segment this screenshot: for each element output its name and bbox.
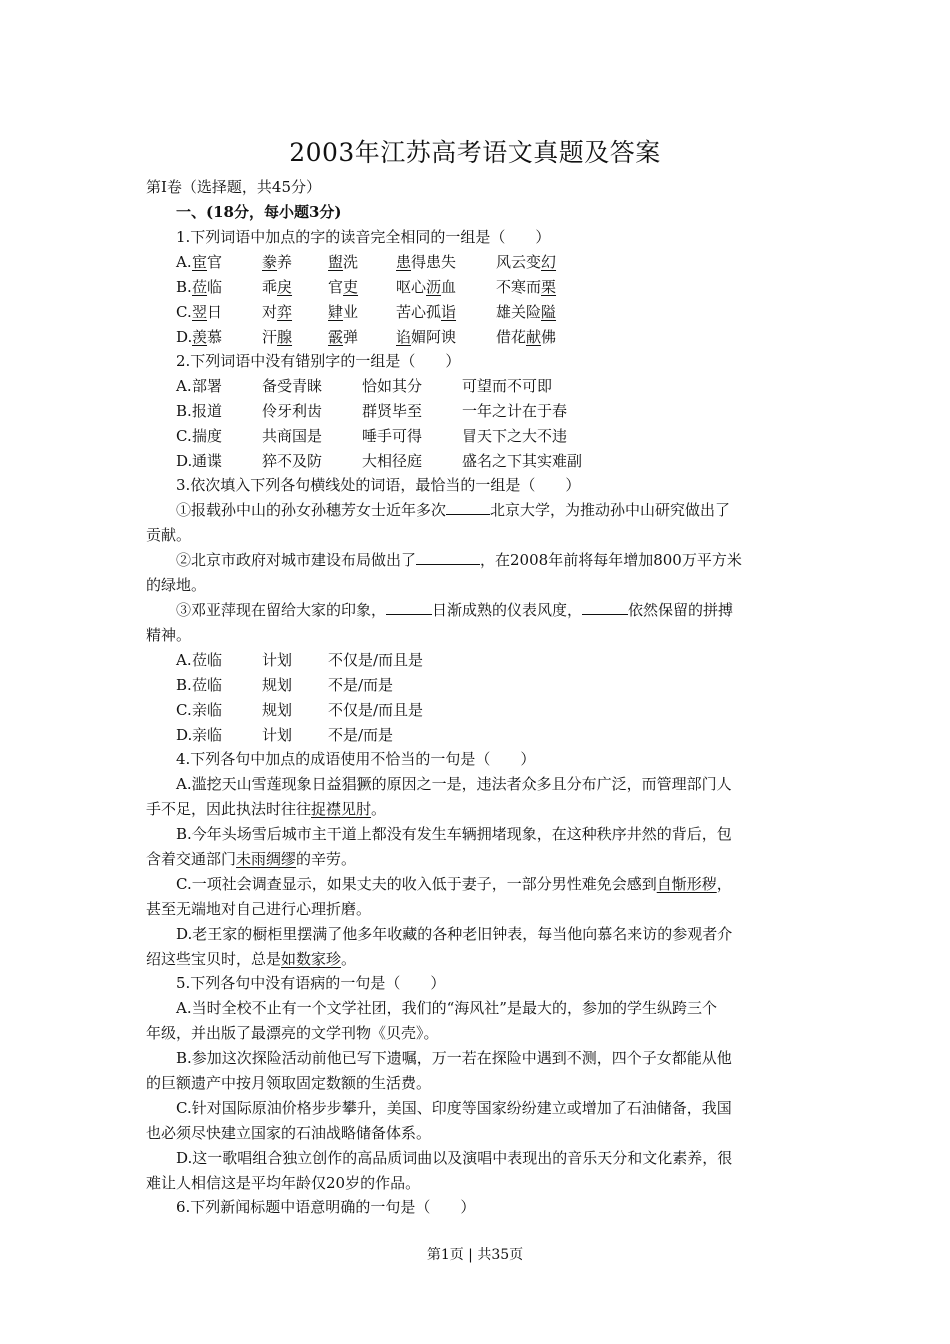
q4-option-a-line1: A.滥挖天山雪莲现象日益猖獗的原因之一是，违法者众多且分布广泛，而管理部门人	[176, 775, 732, 793]
q3-s3-continuation: 精神。	[146, 626, 192, 644]
q4-option-c-line2: 甚至无端地对自己进行心理折磨。	[146, 900, 372, 918]
dotted-char: 献	[526, 328, 542, 346]
q4-b-text: 含着交通部门	[146, 850, 237, 868]
q3-s3-part-c: 依然保留的拼搏	[628, 601, 734, 619]
q4-b-end: 的辛劳。	[296, 850, 357, 868]
q1-option-word	[496, 326, 556, 348]
word-suffix: 佛	[541, 328, 557, 346]
q1-option-word	[192, 326, 222, 348]
dotted-char: 沥	[426, 278, 442, 296]
q3-option-word: 规划	[262, 676, 293, 694]
q2-option-label: D.	[176, 452, 193, 470]
q1-option-word	[396, 251, 456, 273]
dotted-char: 翌	[192, 303, 208, 321]
q4-c-text: C.一项社会调查显示，如果丈夫的收入低于妻子，一部分男性难免会感到	[176, 875, 657, 893]
word-suffix: 血	[441, 278, 457, 296]
q4-d-idiom: 如数家珍	[281, 950, 342, 968]
q2-option-word: 部署	[192, 377, 223, 395]
section-header: 第Ⅰ卷（选择题，共45分）	[146, 178, 322, 196]
q1-option-word	[262, 326, 292, 348]
page-footer: 第1页 | 共35页	[426, 1247, 524, 1263]
q2-option-word: 揣度	[192, 427, 223, 445]
q1-option-label: B.	[176, 278, 192, 296]
word-suffix: 媚阿谀	[411, 328, 457, 346]
q3-option-word: 不仅是/而且是	[328, 651, 424, 669]
dotted-char: 弈	[277, 303, 293, 321]
q4-option-d-line1: D.老王家的橱柜里摆满了他多年收藏的各种老旧钟表，每当他向慕名来访的参观者介	[176, 925, 733, 943]
q3-option-word: 规划	[262, 701, 293, 719]
dotted-char: 肄	[328, 303, 344, 321]
word-suffix: 弹	[343, 328, 359, 346]
part-one-heading: 一、(18分，每小题3分)	[176, 203, 342, 221]
q3-s1-continuation: 贡献。	[146, 526, 192, 544]
q5-option-d-line1: D.这一歌唱组合独立创作的高品质词曲以及演唱中表现出的音乐天分和文化素养，很	[176, 1149, 733, 1167]
q5-option-b-line1: B.参加这次探险活动前他已写下遗嘱，万一若在探险中遇到不测，四个子女都能从他	[176, 1049, 732, 1067]
word-prefix: 雄关险	[496, 303, 542, 321]
q4-option-b-line1: B.今年头场雪后城市主干道上都没有发生车辆拥堵现象，在这种秩序井然的背后，包	[176, 825, 732, 843]
dotted-char: 栗	[541, 278, 557, 296]
q2-option-word: 报道	[192, 402, 223, 420]
q2-option-word: 唾手可得	[362, 427, 423, 445]
q1-option-word	[396, 276, 456, 298]
q1-option-word	[396, 301, 456, 323]
q3-option-label: B.	[176, 676, 192, 694]
word-prefix: 风云变	[496, 253, 542, 271]
word-prefix: 不寒而	[496, 278, 542, 296]
q4-option-d-line2	[146, 948, 356, 970]
q2-option-label: B.	[176, 402, 192, 420]
q1-option-word	[328, 326, 358, 348]
dotted-char: 患	[396, 253, 412, 271]
dotted-char: 豢	[262, 253, 278, 271]
word-prefix: 对	[262, 303, 278, 321]
q3-option-word: 莅临	[192, 651, 223, 669]
q4-stem: 4.下列各句中加点的成语使用不恰当的一句是（ ）	[176, 750, 536, 768]
q3-sentence-1	[176, 499, 730, 521]
q3-option-word: 计划	[262, 651, 293, 669]
dotted-char: 隘	[541, 303, 557, 321]
q1-stem: 1.下列词语中加点的字的读音完全相同的一组是（ ）	[176, 228, 551, 246]
q1-option-word	[496, 301, 556, 323]
q2-option-word: 大相径庭	[362, 452, 423, 470]
q3-option-word: 亲临	[192, 726, 223, 744]
word-suffix: 业	[343, 303, 359, 321]
dotted-char: 盥	[328, 253, 344, 271]
q3-s2-part-a: ②北京市政府对城市建设布局做出了	[176, 551, 417, 569]
q3-option-word: 不是/而是	[328, 726, 394, 744]
word-prefix: 借花	[496, 328, 527, 346]
dotted-char: 宦	[192, 253, 208, 271]
word-suffix: 得患失	[411, 253, 457, 271]
q2-option-word: 一年之计在于春	[462, 402, 568, 420]
q3-blank-3	[386, 600, 432, 615]
q1-option-word	[328, 301, 358, 323]
q2-option-word: 群贤毕至	[362, 402, 423, 420]
dotted-char: 莅	[192, 278, 208, 296]
q3-option-label: C.	[176, 701, 192, 719]
q5-option-c-line1: C.针对国际原油价格步步攀升，美国、印度等国家纷纷建立或增加了石油储备，我国	[176, 1099, 732, 1117]
q2-option-word: 备受青睐	[262, 377, 323, 395]
word-suffix: 养	[277, 253, 293, 271]
q2-option-word: 伶牙利齿	[262, 402, 323, 420]
q2-option-label: A.	[176, 377, 192, 395]
q3-option-label: D.	[176, 726, 193, 744]
word-prefix: 苦心孤	[396, 303, 442, 321]
q5-option-a-line1: A.当时全校不止有一个文学社团，我们的“海风社”是最大的，参加的学生纵跨三个	[176, 999, 717, 1017]
word-suffix: 临	[207, 278, 223, 296]
page-title: 2003年江苏高考语文真题及答案	[289, 138, 661, 167]
q2-option-label: C.	[176, 427, 192, 445]
word-suffix: 官	[207, 253, 223, 271]
q4-c-idiom: 自惭形秽	[656, 875, 717, 893]
q3-s1-part-b: 北京大学，为推动孙中山研究做出了	[490, 501, 731, 519]
dotted-char: 诣	[441, 303, 457, 321]
dotted-char: 霰	[328, 328, 344, 346]
dotted-char: 羡	[192, 328, 208, 346]
q4-c-end: ，	[716, 875, 732, 893]
q3-blank-4	[582, 600, 628, 615]
q3-option-word: 计划	[262, 726, 293, 744]
q1-option-word	[192, 276, 222, 298]
q5-option-c-line2: 也必须尽快建立国家的石油战略储备体系。	[146, 1124, 432, 1142]
q5-option-d-line2: 难让人相信这是平均年龄仅20岁的作品。	[146, 1174, 421, 1192]
q2-option-word: 冒天下之大不违	[462, 427, 568, 445]
word-prefix: 乖	[262, 278, 278, 296]
q1-option-word	[262, 276, 292, 298]
q1-option-word	[262, 301, 292, 323]
word-suffix: 慕	[207, 328, 223, 346]
word-prefix: 官	[328, 278, 344, 296]
dotted-char: 谄	[396, 328, 412, 346]
q5-stem: 5.下列各句中没有语病的一句是（ ）	[176, 974, 446, 992]
word-suffix: 洗	[343, 253, 359, 271]
q4-b-idiom: 未雨绸缪	[236, 850, 297, 868]
q1-option-word	[496, 276, 556, 298]
q4-d-text: 绍这些宝贝时，总是	[146, 950, 282, 968]
q1-option-word	[328, 251, 358, 273]
q3-s2-part-b: ，在2008年前将每年增加800万平方米	[480, 551, 742, 569]
q1-option-word	[192, 301, 222, 323]
q3-option-word: 不是/而是	[328, 676, 394, 694]
q6-stem: 6.下列新闻标题中语意明确的一句是（ ）	[176, 1198, 476, 1216]
q2-option-word: 恰如其分	[362, 377, 423, 395]
q4-a-idiom: 捉襟见肘	[311, 800, 372, 818]
q4-option-a-line2	[146, 798, 386, 820]
q3-s2-continuation: 的绿地。	[146, 576, 207, 594]
q4-option-b-line2	[146, 848, 356, 870]
q4-a-text: 手不足，因此执法时往往	[146, 800, 312, 818]
q3-s1-part-a: ①报载孙中山的孙女孙穗芳女士近年多次	[176, 501, 447, 519]
q3-option-word: 亲临	[192, 701, 223, 719]
dotted-char: 幻	[541, 253, 557, 271]
q4-option-c-line1	[176, 873, 732, 895]
q2-option-word: 盛名之下其实难副	[462, 452, 583, 470]
q1-option-label: D.	[176, 328, 193, 346]
q2-option-word: 可望而不可即	[462, 377, 553, 395]
q4-d-end: 。	[341, 950, 357, 968]
q1-option-label: A.	[176, 253, 192, 271]
q1-option-word	[262, 251, 292, 273]
q4-a-end: 。	[371, 800, 387, 818]
q3-s3-part-a: ③邓亚萍现在留给大家的印象，	[176, 601, 387, 619]
dotted-char: 戾	[277, 278, 293, 296]
q2-option-word: 猝不及防	[262, 452, 323, 470]
q3-sentence-2	[176, 549, 742, 571]
q1-option-word	[192, 251, 222, 273]
word-prefix: 呕心	[396, 278, 427, 296]
q2-option-word: 通谍	[192, 452, 223, 470]
q3-blank-2	[416, 550, 480, 565]
q1-option-label: C.	[176, 303, 192, 321]
q1-option-word	[496, 251, 556, 273]
q3-stem: 3.依次填入下列各句横线处的词语，最恰当的一组是（ ）	[176, 476, 581, 494]
word-suffix: 日	[207, 303, 223, 321]
q3-option-word: 莅临	[192, 676, 223, 694]
q3-option-label: A.	[176, 651, 192, 669]
q5-option-b-line2: 的巨额遗产中按月领取固定数额的生活费。	[146, 1074, 432, 1092]
q3-option-word: 不仅是/而且是	[328, 701, 424, 719]
dotted-char: 吏	[343, 278, 359, 296]
dotted-char: 腺	[277, 328, 293, 346]
q3-blank-1	[446, 500, 490, 515]
q1-option-word	[396, 326, 456, 348]
word-prefix: 汗	[262, 328, 278, 346]
q3-sentence-3	[176, 599, 733, 621]
q5-option-a-line2: 年级，并出版了最漂亮的文学刊物《贝壳》。	[146, 1024, 439, 1042]
q2-option-word: 共商国是	[262, 427, 323, 445]
q3-s3-part-b: 日渐成熟的仪表风度，	[432, 601, 583, 619]
q2-stem: 2.下列词语中没有错别字的一组是（ ）	[176, 352, 461, 370]
q1-option-word	[328, 276, 358, 298]
